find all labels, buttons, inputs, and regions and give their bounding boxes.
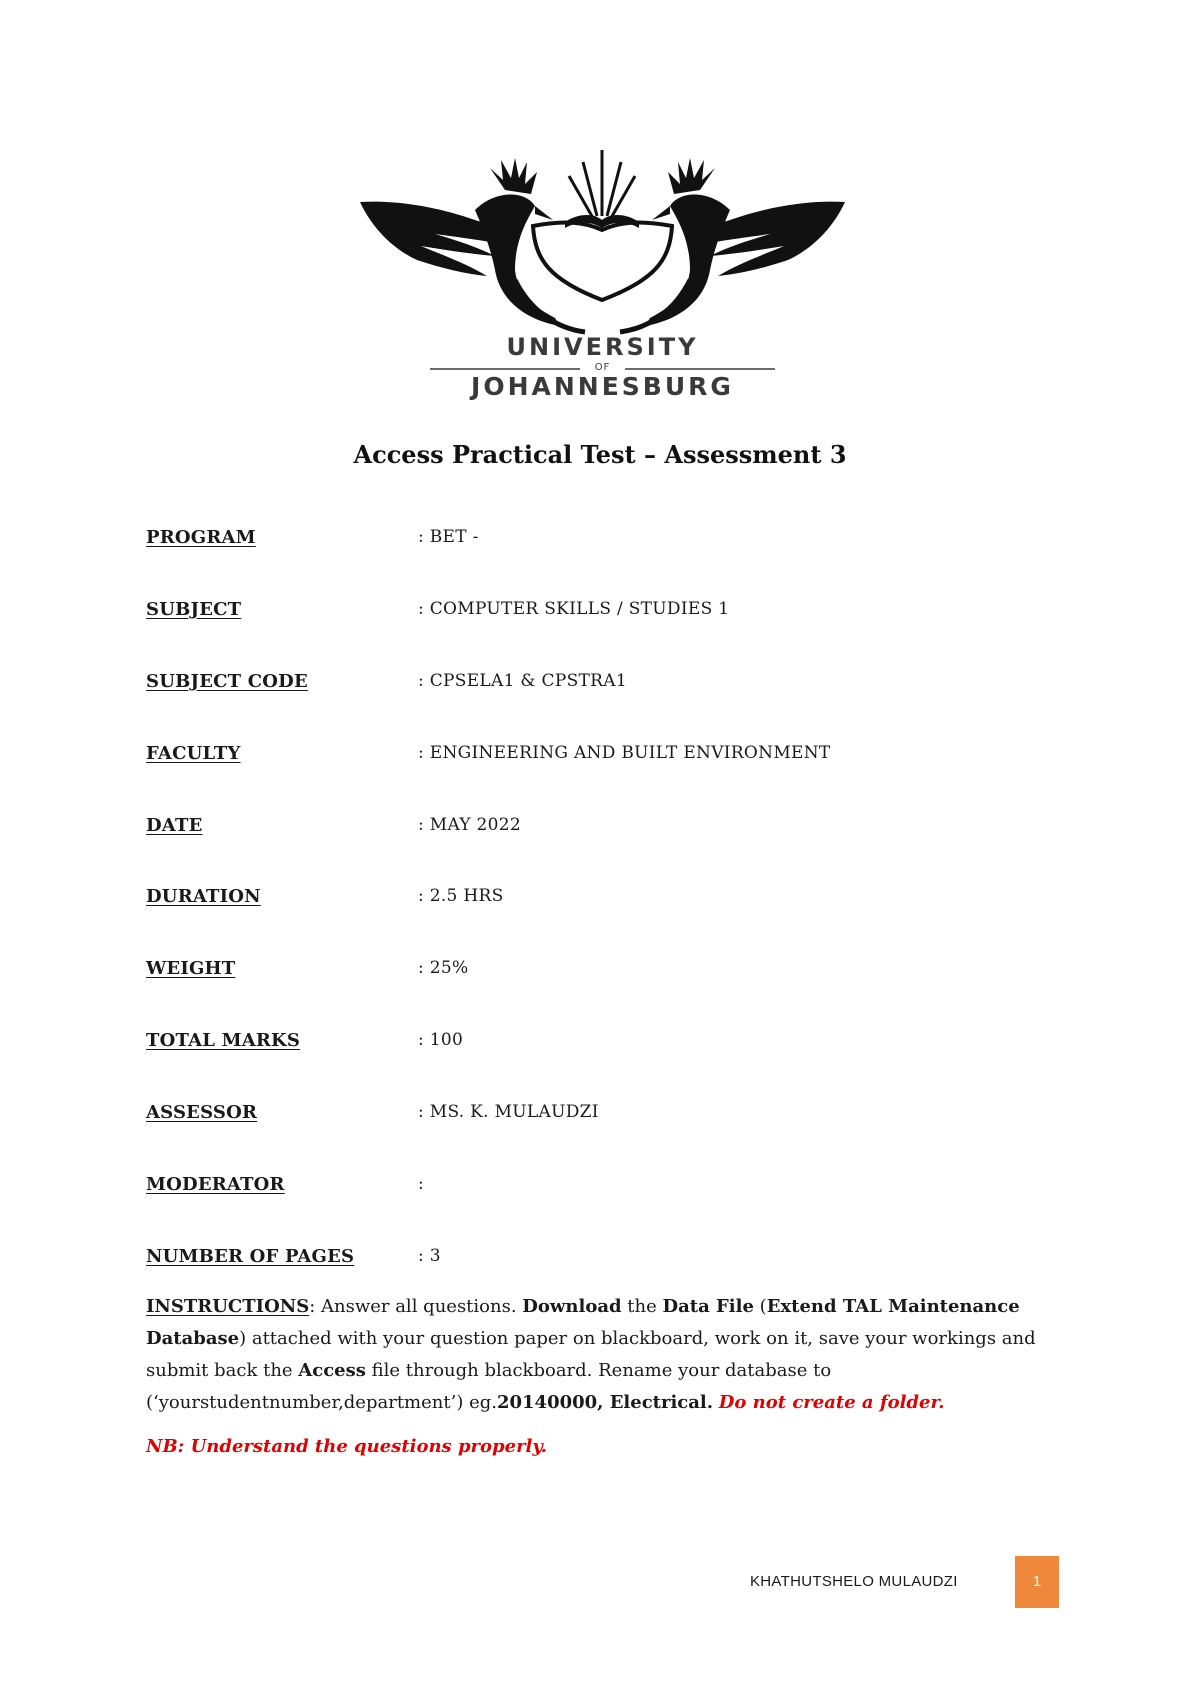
info-row-faculty (146, 743, 1086, 773)
instructions-bold: 20140000, Electrical. (496, 1392, 714, 1413)
instructions-bold: Data File (662, 1296, 754, 1317)
info-value: : COMPUTER SKILLS / STUDIES 1 (418, 599, 730, 619)
info-value: : MAY 2022 (418, 815, 522, 835)
info-row-program (146, 527, 1086, 557)
info-label: SUBJECT (146, 599, 242, 620)
info-label: MODERATOR (146, 1174, 285, 1195)
info-value: : 100 (418, 1030, 464, 1050)
info-label: SUBJECT CODE (146, 671, 308, 692)
instructions-paragraph (146, 1291, 1066, 1419)
instructions-bold: Access (298, 1360, 366, 1381)
info-label: NUMBER OF PAGES (146, 1246, 355, 1267)
instructions-text: ( (753, 1296, 767, 1317)
info-value: : ENGINEERING AND BUILT ENVIRONMENT (418, 743, 831, 763)
footer-author: KHATHUTSHELO MULAUDZI (750, 1573, 958, 1590)
nb-note: NB: Understand the questions properly. (146, 1436, 548, 1457)
info-row-subject (146, 599, 1086, 629)
info-value: : MS. K. MULAUDZI (418, 1102, 599, 1122)
logo-text-university: UNIVERSITY (506, 333, 699, 361)
instructions-bold: Download (522, 1296, 622, 1317)
info-value: : BET - (418, 527, 479, 547)
instructions-text: file through blackboard. Rename your database to (‘yourstudentnumber,department’) eg. (146, 1360, 832, 1413)
instructions-bold: Extend TAL Maintenance Database (146, 1296, 1020, 1349)
university-logo (355, 150, 850, 400)
logo-text-johannesburg: JOHANNESBURG (471, 372, 734, 401)
info-label: DATE (146, 815, 203, 836)
info-row-assessor (146, 1102, 1086, 1132)
info-value: : (418, 1174, 425, 1194)
instructions-label: INSTRUCTIONS (146, 1296, 310, 1317)
document-title: Access Practical Test – Assessment 3 (353, 440, 847, 469)
info-value: : 25% (418, 958, 469, 978)
info-label: TOTAL MARKS (146, 1030, 301, 1051)
instructions-warning: Do not create a folder. (718, 1392, 945, 1413)
info-value: : CPSELA1 & CPSTRA1 (418, 671, 627, 691)
info-value: : 3 (418, 1246, 441, 1266)
info-row-duration (146, 886, 1086, 916)
info-row-total-marks (146, 1030, 1086, 1060)
instructions-text: ) attached with your question paper on blackboard, work on it, save your workings and submit back the (146, 1328, 1036, 1381)
info-label: ASSESSOR (146, 1102, 258, 1123)
footer-page-number: 1 (1015, 1556, 1059, 1608)
info-label: PROGRAM (146, 527, 256, 548)
info-label: DURATION (146, 886, 261, 907)
info-row-subject-code (146, 671, 1086, 701)
info-value: : 2.5 HRS (418, 886, 504, 906)
info-row-date (146, 815, 1086, 845)
info-row-number-of-pages (146, 1246, 1086, 1276)
instructions-text: the (621, 1296, 663, 1317)
logo-text-of: OF (594, 362, 611, 373)
info-label: WEIGHT (146, 958, 236, 979)
instructions-text: : Answer all questions. (309, 1296, 523, 1317)
info-label: FACULTY (146, 743, 241, 764)
info-row-moderator (146, 1174, 1086, 1204)
info-row-weight (146, 958, 1086, 988)
